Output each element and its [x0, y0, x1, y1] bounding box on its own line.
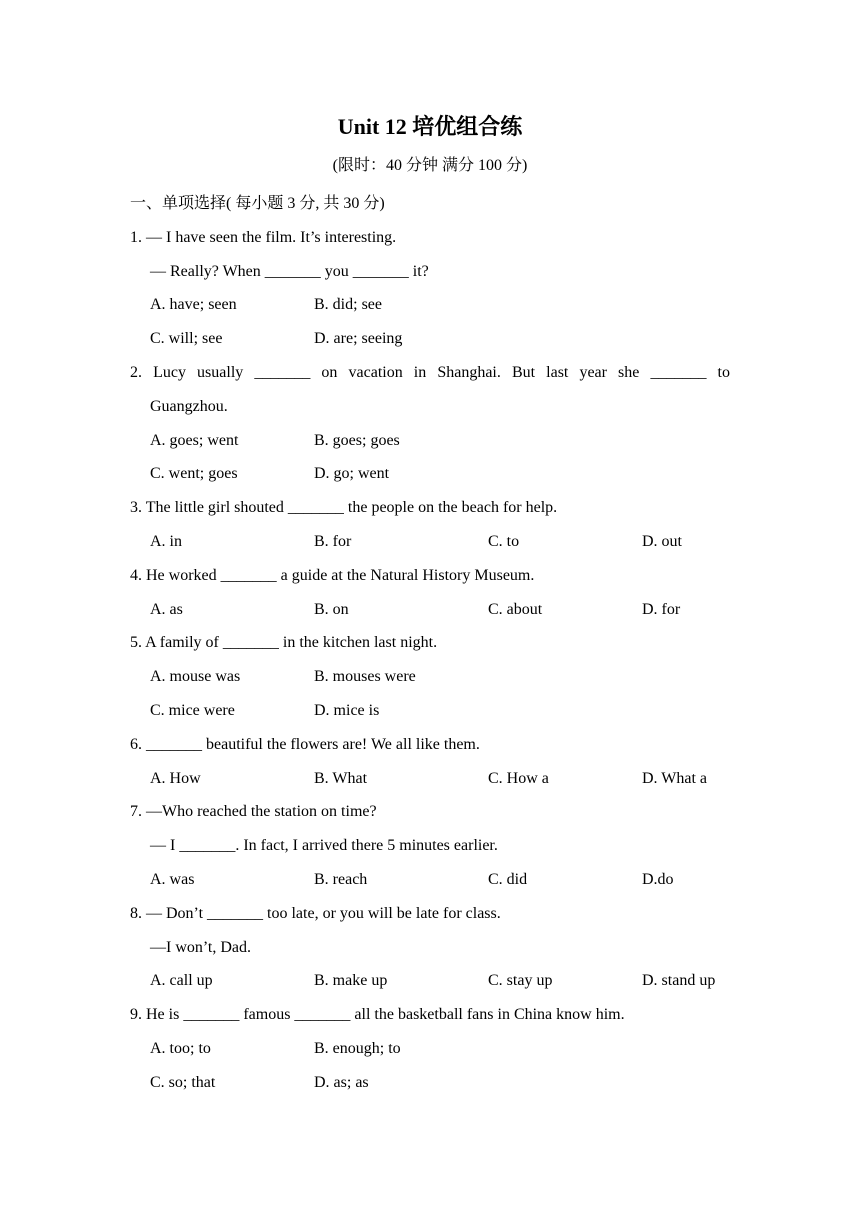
question-2-option-a: A. goes; went — [150, 431, 239, 449]
question-8-stem: 8. — Don’t _______ too late, or you will be late for class. — [130, 904, 501, 922]
question-3-stem: 3. The little girl shouted _______ the people on the beach for help. — [130, 499, 558, 517]
question-7-option-a: A. was — [150, 870, 195, 888]
question-3-option-b: B. for — [314, 532, 352, 550]
question-2-stem-continued: Guangzhou. — [150, 397, 228, 415]
question-8-option-d: D. stand up — [642, 972, 716, 990]
question-3-options — [130, 525, 730, 559]
question-6-options — [130, 762, 730, 796]
question-6-option-a: A. How — [150, 769, 201, 787]
question-1-reply: — Really? When _______ you _______ it? — [150, 262, 429, 280]
question-5-option-c: C. mice were — [150, 701, 235, 719]
question-5-options-row-2 — [130, 694, 730, 728]
question-1-options-row-1 — [130, 288, 730, 322]
question-6-option-c: C. How a — [488, 769, 549, 787]
question-1-stem: 1. — I have seen the film. It’s interesting. — [130, 228, 397, 246]
question-3-option-a: A. in — [150, 532, 182, 550]
page-subtitle: (限时：40 分钟 满分 100 分) — [332, 157, 528, 174]
question-2-option-d: D. go; went — [314, 465, 390, 483]
question-5-options-row-1 — [130, 660, 730, 694]
question-5-option-a: A. mouse was — [150, 668, 241, 686]
question-8-reply: —I won’t, Dad. — [150, 938, 252, 956]
question-4-option-c: C. about — [488, 600, 543, 618]
question-9-stem: 9. He is _______ famous _______ all the basketball fans in China know him. — [130, 1006, 625, 1024]
question-9-option-b: B. enough; to — [314, 1039, 401, 1057]
question-9-option-d: D. as; as — [314, 1073, 369, 1091]
question-4-option-d: D. for — [642, 600, 681, 618]
question-9-options-row-2 — [130, 1066, 730, 1100]
question-1-options-row-2 — [130, 322, 730, 356]
question-section — [130, 187, 730, 1100]
question-6-option-d: D. What a — [642, 769, 708, 787]
question-7-options — [130, 863, 730, 897]
question-4-option-b: B. on — [314, 600, 349, 618]
question-7-stem: 7. —Who reached the station on time? — [130, 803, 377, 821]
question-7-reply: — I _______. In fact, I arrived there 5 minutes earlier. — [150, 837, 498, 855]
question-8-option-b: B. make up — [314, 972, 388, 990]
question-2-option-b: B. goes; goes — [314, 431, 400, 449]
question-2-options-row-1 — [130, 424, 730, 458]
question-2-stem: 2. Lucy usually _______ on vacation in Shanghai. But last year she _______ to — [130, 363, 730, 381]
question-8-option-a: A. call up — [150, 972, 213, 990]
question-7-option-d: D.do — [642, 870, 674, 888]
question-4-options — [130, 593, 730, 627]
question-7-option-b: B. reach — [314, 870, 368, 888]
question-5-option-d: D. mice is — [314, 701, 380, 719]
question-8-options — [130, 964, 730, 998]
question-3-option-d: D. out — [642, 532, 682, 550]
question-4-option-a: A. as — [150, 600, 183, 618]
question-9-option-a: A. too; to — [150, 1039, 211, 1057]
question-6-stem: 6. _______ beautiful the flowers are! We all like them. — [130, 735, 480, 753]
question-5-stem: 5. A family of _______ in the kitchen last night. — [130, 634, 438, 652]
question-5-option-b: B. mouses were — [314, 668, 416, 686]
question-9-option-c: C. so; that — [150, 1073, 216, 1091]
question-2-options-row-2 — [130, 457, 730, 491]
question-3-option-c: C. to — [488, 532, 520, 550]
section-heading: 一、单项选择( 每小题 3 分, 共 30 分) — [130, 195, 385, 212]
question-1-option-c: C. will; see — [150, 330, 223, 348]
question-1-option-a: A. have; seen — [150, 296, 237, 314]
question-1-option-d: D. are; seeing — [314, 330, 403, 348]
question-4-stem: 4. He worked _______ a guide at the Natural History Museum. — [130, 566, 535, 584]
page-title: Unit 12 培优组合练 — [337, 114, 523, 139]
question-9-options-row-1 — [130, 1032, 730, 1066]
question-7-option-c: C. did — [488, 870, 528, 888]
question-1-option-b: B. did; see — [314, 296, 382, 314]
question-8-option-c: C. stay up — [488, 972, 553, 990]
question-2-option-c: C. went; goes — [150, 465, 238, 483]
question-6-option-b: B. What — [314, 769, 368, 787]
